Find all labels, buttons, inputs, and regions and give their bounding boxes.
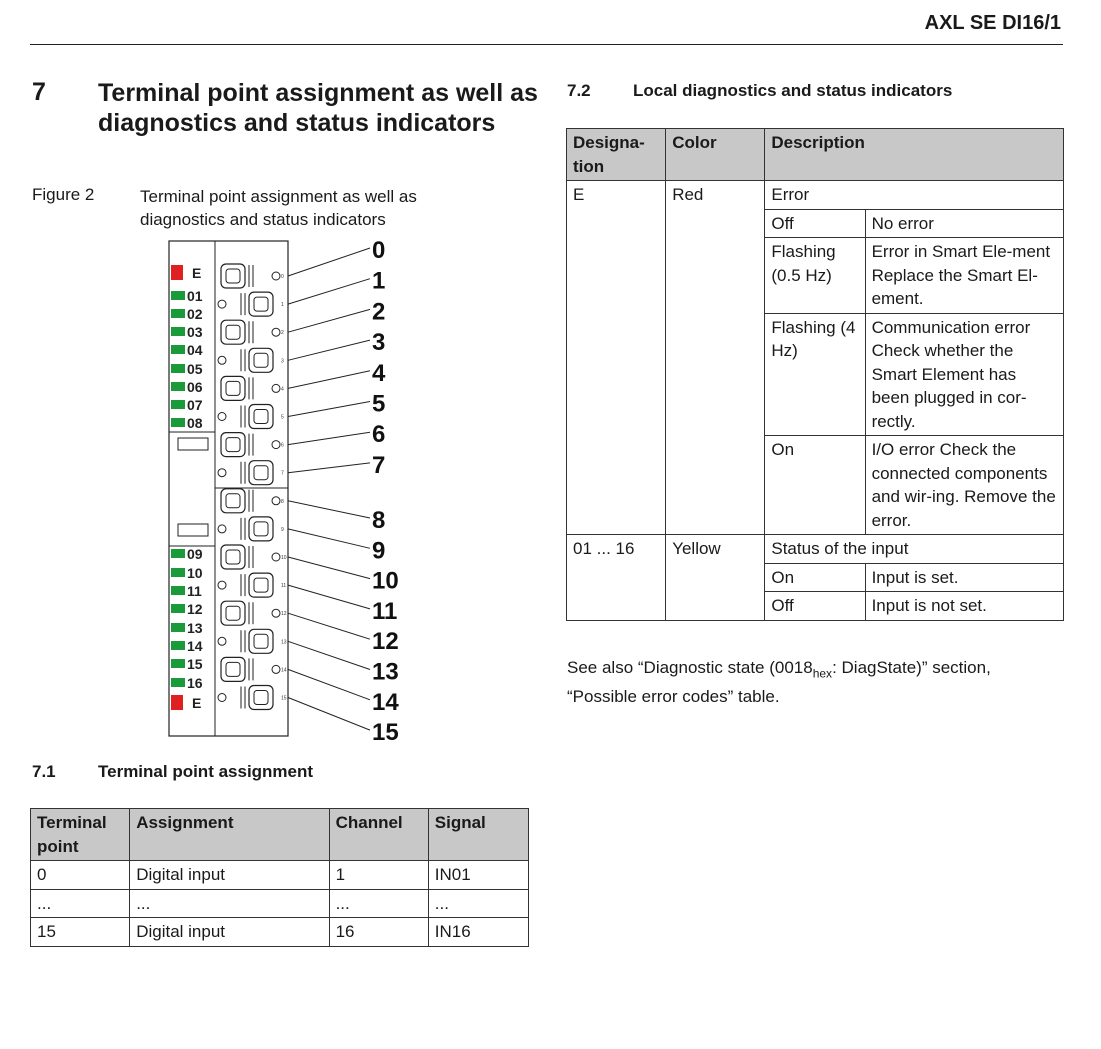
cell-description-status: Status of the input xyxy=(765,535,1064,564)
callout-line xyxy=(288,501,370,518)
led-label: E xyxy=(192,695,202,711)
cell: IN16 xyxy=(428,918,528,947)
status-led xyxy=(171,641,185,650)
cell-designation-e: E xyxy=(567,181,666,535)
cell: 0 xyxy=(31,861,130,890)
status-led xyxy=(171,586,185,595)
terminal-number-label: 2 xyxy=(372,298,386,326)
cell: 16 xyxy=(329,918,428,947)
cell-description-error: Error xyxy=(765,181,1064,210)
table-row xyxy=(31,861,529,890)
pin-number-small: 6 xyxy=(281,442,284,449)
status-led xyxy=(171,695,183,710)
cell: ... xyxy=(329,889,428,918)
cell: Digital input xyxy=(130,918,329,947)
terminal-number-label: 4 xyxy=(372,359,386,387)
callout-line xyxy=(288,248,370,276)
led-label: E xyxy=(192,265,202,281)
callout-line xyxy=(288,309,370,332)
led-label: 08 xyxy=(187,415,203,431)
release-latch-bottom xyxy=(178,524,208,536)
cell: 15 xyxy=(31,918,130,947)
section-7-2-number: 7.2 xyxy=(567,81,591,100)
cell-state: Flashing (0.5 Hz) xyxy=(765,238,865,314)
status-led xyxy=(171,345,185,354)
cell-state: On xyxy=(765,436,865,535)
led-label: 02 xyxy=(187,306,203,322)
status-led xyxy=(171,400,185,409)
cell-state-desc: I/O error Check the connected components and wir-ing. Remove the error. xyxy=(865,436,1063,535)
pin-number-small: 5 xyxy=(281,414,284,421)
pin-number-small: 7 xyxy=(281,470,284,477)
section-7-number: 7 xyxy=(32,78,46,106)
status-led xyxy=(171,678,185,687)
cell-state-desc: Communication error Check whether the Smart Element has been plugged in cor-rectly. xyxy=(865,313,1063,436)
callout-line xyxy=(288,613,370,639)
led-label: 05 xyxy=(187,361,203,377)
see-also-note xyxy=(567,656,1057,709)
led-label: 06 xyxy=(187,379,203,395)
col-description: Description xyxy=(765,129,1064,181)
terminal-number-label: 7 xyxy=(372,451,386,479)
terminal-number-label: 11 xyxy=(372,597,398,625)
pin-number-small: 14 xyxy=(281,667,287,674)
note-text-post: : DiagState)” section, “Possible error codes” table. xyxy=(567,658,991,707)
callout-line xyxy=(288,279,370,304)
pin-number-small: 8 xyxy=(281,498,284,505)
section-7-2-title: Local diagnostics and status indicators xyxy=(633,81,953,100)
document-title: AXL SE DI16/1 xyxy=(924,12,1061,34)
terminal-number-label: 13 xyxy=(372,658,399,686)
pin-number-small: 13 xyxy=(281,639,287,646)
pin-number-small: 4 xyxy=(281,386,284,393)
pin-number-small: 3 xyxy=(281,358,284,365)
cell-state-desc: No error xyxy=(865,209,1063,238)
cell-state: On xyxy=(765,563,865,592)
status-led xyxy=(171,418,185,427)
led-label: 13 xyxy=(187,620,203,636)
cell-color-yellow: Yellow xyxy=(666,535,765,621)
terminal-number-label: 12 xyxy=(372,628,399,656)
table-row xyxy=(31,889,529,918)
table-header-row xyxy=(567,129,1064,181)
status-led xyxy=(171,364,185,373)
col-channel: Channel xyxy=(329,809,428,861)
note-text-pre: See also “Diagnostic state (0018 xyxy=(567,658,813,677)
pin-number-small: 1 xyxy=(281,302,284,309)
section-7-1-number: 7.1 xyxy=(32,762,56,781)
diagnostics-table xyxy=(566,128,1064,621)
terminal-number-label: 14 xyxy=(372,688,399,716)
led-label: 15 xyxy=(187,656,203,672)
callout-line xyxy=(288,557,370,579)
pin-number-small: 9 xyxy=(281,526,284,533)
status-led xyxy=(171,309,185,318)
led-label: 11 xyxy=(187,583,202,599)
callout-line xyxy=(288,402,370,417)
col-color: Color xyxy=(666,129,765,181)
cell-state-desc: Error in Smart Ele-ment Replace the Smart El-ement. xyxy=(865,238,1063,314)
status-led xyxy=(171,568,185,577)
cell: IN01 xyxy=(428,861,528,890)
terminal-number-label: 6 xyxy=(372,421,386,449)
callout-line xyxy=(288,698,370,731)
figure-caption: Terminal point assignment as well as diagnostics and status indicators xyxy=(140,187,417,229)
callout-line xyxy=(288,432,370,444)
led-label: 12 xyxy=(187,601,203,617)
cell: 1 xyxy=(329,861,428,890)
status-led xyxy=(171,265,183,280)
release-latch-top xyxy=(178,438,208,450)
col-signal: Signal xyxy=(428,809,528,861)
status-led xyxy=(171,659,185,668)
pin-number-small: 2 xyxy=(281,330,284,337)
note-subscript: hex xyxy=(812,666,833,681)
callout-line xyxy=(288,641,370,669)
callout-line xyxy=(288,463,370,473)
led-label: 01 xyxy=(187,288,203,304)
status-led xyxy=(171,382,185,391)
col-designation: Designa-tion xyxy=(567,129,666,181)
table-row xyxy=(567,181,1064,210)
cell-state-desc: Input is not set. xyxy=(865,592,1063,621)
led-label: 16 xyxy=(187,675,203,691)
status-led xyxy=(171,604,185,613)
terminal-number-label: 1 xyxy=(372,267,386,295)
terminal-number-label: 10 xyxy=(372,567,399,595)
figure-label: Figure 2 xyxy=(32,185,95,204)
cell-designation-channels: 01 ... 16 xyxy=(567,535,666,621)
cell-state: Flashing (4 Hz) xyxy=(765,313,865,436)
led-label: 04 xyxy=(187,342,203,358)
table-header-row xyxy=(31,809,529,861)
pin-number-small: 10 xyxy=(281,555,287,561)
cell-state-desc: Input is set. xyxy=(865,563,1063,592)
terminal-device-figure xyxy=(160,232,410,742)
col-terminal-point: Terminal point xyxy=(31,809,130,861)
led-label: 09 xyxy=(187,546,203,562)
led-label: 03 xyxy=(187,324,203,340)
cell: Digital input xyxy=(130,861,329,890)
pin-number-small: 12 xyxy=(281,611,287,618)
pin-number-small: 15 xyxy=(281,695,287,702)
cell: ... xyxy=(428,889,528,918)
callout-line xyxy=(288,371,370,389)
terminal-number-label: 9 xyxy=(372,537,386,565)
table-row xyxy=(567,535,1064,564)
led-label: 10 xyxy=(187,565,203,581)
pin-number-small: 0 xyxy=(281,274,284,280)
callout-line xyxy=(288,669,370,699)
col-assignment: Assignment xyxy=(130,809,329,861)
cell-state: Off xyxy=(765,209,865,238)
section-7-title: Terminal point assignment as well as diagnostics and status indicators xyxy=(98,79,538,137)
table-row xyxy=(31,918,529,947)
led-label: 07 xyxy=(187,397,203,413)
terminal-number-label: 8 xyxy=(372,507,386,534)
callout-line xyxy=(288,585,370,609)
cell: ... xyxy=(31,889,130,918)
status-led xyxy=(171,291,185,300)
cell: ... xyxy=(130,889,329,918)
callout-line xyxy=(288,340,370,360)
terminal-number-label: 3 xyxy=(372,329,386,357)
cell-state: Off xyxy=(765,592,865,621)
status-led xyxy=(171,549,185,558)
header-rule xyxy=(30,44,1063,45)
status-led xyxy=(171,623,185,632)
terminal-number-label: 0 xyxy=(372,237,386,264)
cell-color-red: Red xyxy=(666,181,765,535)
led-label: 14 xyxy=(187,638,203,654)
section-7-1-title: Terminal point assignment xyxy=(98,762,314,781)
pin-number-small: 11 xyxy=(281,583,287,590)
callout-line xyxy=(288,529,370,548)
terminal-number-label: 5 xyxy=(372,390,386,418)
terminal-number-label: 15 xyxy=(372,719,399,742)
status-led xyxy=(171,327,185,336)
terminal-assignment-table xyxy=(30,808,529,947)
